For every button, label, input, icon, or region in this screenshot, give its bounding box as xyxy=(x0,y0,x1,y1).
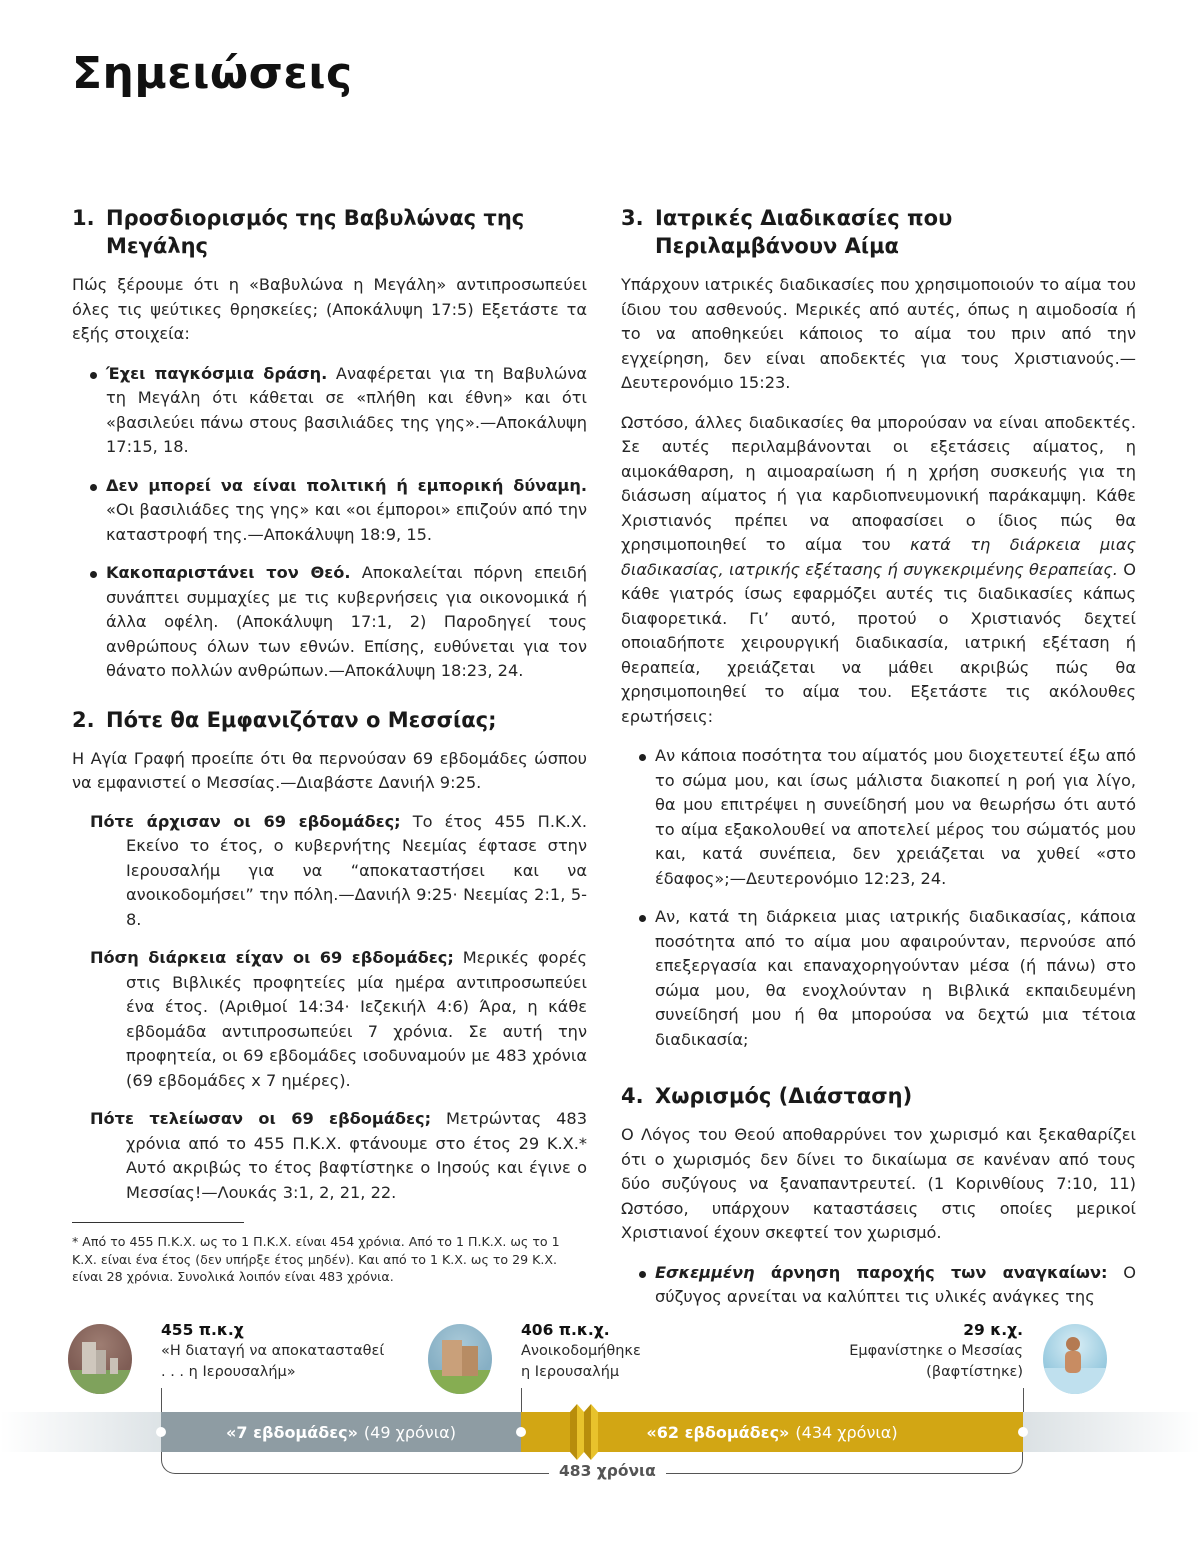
section-number: 3. xyxy=(621,206,644,230)
list-item: Εσκεμμένη άρνηση παροχής των αναγκαίων: Ο σύζυγος αρνείται να καλύπτει τις υλικές ανάγκες της xyxy=(637,1261,1136,1310)
paragraph: Υπάρχουν ιατρικές διαδικασίες που χρησιμοποιούν το αίμα του ίδιου του ασθενούς. Μερικές από αυτές, όπως η αιμοδοσία ή το να αποθηκεύει κάποιος το αίμα του πριν από την εγχείρηση, δεν είναι αποδεκτές για τους Χριστιανούς.—Δευτερονόμιο 15:23. xyxy=(621,275,1136,392)
section-intro: Πώς ξέρουμε ότι η «Βαβυλώνα η Μεγάλη» αντιπροσωπεύει όλες τις ψεύτικες θρησκείες; (Αποκάλυψη 17:5) Εξετάστε τα εξής στοιχεία: xyxy=(72,275,587,343)
section-number: 2. xyxy=(72,707,95,732)
section-messiah xyxy=(72,706,587,1286)
list-item: Αν κάποια ποσότητα του αίματός μου διοχετευτεί έξω από το σώμα μου, και ίσως μάλιστα διακοπεί η ροή για λίγο, θα μου επιτρέψει η συνείδησή μου να θεωρήσω ότι αυτό το αίμα εξακολουθεί να αποτελεί μέρος του σώματός μου και, κατά συνέπεια, δεν χρειάζεται να χυθεί «στο έδαφος»;—Δευτερονόμιο 12:23, 24. xyxy=(637,744,1136,891)
bullet-list xyxy=(621,744,1136,1052)
rebuilt-walls-image xyxy=(428,1324,492,1394)
subsection: Πότε τελείωσαν οι 69 εβδομάδες; Μετρώντας 483 χρόνια από το 455 Π.Κ.Χ. φτάνουμε στο έτος 29 Κ.Χ.* Αυτό ακριβώς το έτος βαφτίστηκε ο Ιησούς και έγινε ο Μεσσίας!—Λουκάς 3:1, 2, 21, 22. xyxy=(90,1109,587,1202)
section-heading xyxy=(72,204,587,260)
left-column xyxy=(72,204,587,1286)
section-separation xyxy=(621,1082,1136,1310)
section-heading xyxy=(72,706,587,734)
section-heading xyxy=(621,1082,1136,1110)
timeline-tick xyxy=(161,1388,162,1412)
timeline-dot xyxy=(1018,1427,1028,1437)
timeline-event: 29 κ.χ. Εμφανίστηκε ο Μεσσίας (βαφτίστηκε) xyxy=(849,1321,1023,1380)
section-babylon xyxy=(72,204,587,684)
section-intro: Η Αγία Γραφή προείπε ότι θα περνούσαν 69 εβδομάδες ώσπου να εμφανιστεί ο Μεσσίας.—Διαβάστε Δανιήλ 9:25. xyxy=(72,748,587,792)
list-item: Δεν μπορεί να είναι πολιτική ή εμπορική δύναμη. «Οι βασιλιάδες της γης» και «οι έμποροι» επιζούν από την καταστροφή της.—Αποκάλυψη 18:9, 15. xyxy=(88,474,587,548)
section-title: Χωρισμός (Διάσταση) xyxy=(655,1084,913,1108)
section-heading xyxy=(621,204,1136,260)
segment-62-weeks: «62 εβδομάδες» (434 χρόνια) xyxy=(521,1412,1023,1452)
total-span-label: 483 χρόνια xyxy=(549,1462,666,1480)
section-title: Πότε θα Εμφανιζόταν ο Μεσσίας; xyxy=(106,707,497,732)
section-number: 4. xyxy=(621,1084,644,1108)
list-item: Κακοπαριστάνει τον Θεό. Αποκαλείται πόρνη επειδή συνάπτει συμμαχίες με τις κυβερνήσεις για οικονομικά ή άλλα οφέλη. (Αποκάλυψη 17:1, 2) Παροδηγεί τους ανθρώπους όλων των εθνών. Επίσης, ευθύνεται για τον θάνατο πολλών ανθρώπων.—Αποκάλυψη 18:23, 24. xyxy=(88,561,587,684)
list-item: Αν, κατά τη διάρκεια μιας ιατρικής διαδικασίας, κάποια ποσότητα από το αίμα μου αφαιρούνταν, περνούσε από επεξεργασία και επαναχορηγούνταν μέσα (ή πάνω) στο σώμα μου, θα ενοχλούνταν η Βιβλικά εκπαιδευμένη συνείδησή μου ή θα μπορούσα να δεχτώ μια τέτοια διαδικασία; xyxy=(637,905,1136,1052)
timeline-dot xyxy=(156,1427,166,1437)
right-column xyxy=(621,204,1136,1324)
timeline-event: 406 π.κ.χ. Ανοικοδομήθηκε η Ιερουσαλήμ xyxy=(521,1321,641,1380)
section-title: Ιατρικές Διαδικασίες που Περιλαμβάνουν Αίμα xyxy=(655,206,953,258)
baptism-image xyxy=(1043,1324,1107,1394)
subsection: Πότε άρχισαν οι 69 εβδομάδες; Το έτος 455 Π.Κ.Χ. Εκείνο το έτος, ο κυβερνήτης Νεεμίας έφτασε στην Ιερουσαλήμ για να “αποκαταστήσει και να ανοικοδομήσει” την πόλη.—Δανιήλ 9:25· Νεεμίας 2:1, 5-8. xyxy=(90,811,587,929)
timeline-fade-right xyxy=(1023,1412,1200,1452)
list-item: Έχει παγκόσμια δράση. Αναφέρεται για τη Βαβυλώνα τη Μεγάλη ότι κάθεται σε «πλήθη και έθνη» και ότι «βασιλεύει πάνω στους βασιλιάδες της γης».—Αποκάλυψη 17:15, 18. xyxy=(88,362,587,460)
paragraph: Ωστόσο, άλλες διαδικασίες θα μπορούσαν να είναι αποδεκτές. Σε αυτές περιλαμβάνονται οι εξετάσεις αίματος, η αιμοκάθαρση, η αιμοαραίωση ή η χρήση συσκευής για τη διάσωση αίματος ή για καρδιοπνευμονική παράκαμψη. Κάθε Χριστιανός πρέπει να αποφασίσει ο ίδιος πώς θα χρησιμοποιηθεί το αίμα του κατά τη διάρκεια μιας διαδικασίας, ιατρικής εξέτασης ή συγκεκριμένης θεραπείας. Ο κάθε γιατρός ίσως εφαρμόζει αυτές τις διαδικασίες κάπως διαφορετικά. Γι’ αυτό, προτού ο Χριστιανός δεχτεί οποιαδήποτε χειρουργική διαδικασία, ιατρική εξέταση ή θεραπεία, χρειάζεται να μάθει ακριβώς πώς θα χρησιμοποιηθεί το αίμα του. Εξετάστε τις ακόλουθες ερωτήσεις: xyxy=(621,412,1137,726)
timeline-graphic xyxy=(0,1300,1200,1500)
segment-7-weeks: «7 εβδομάδες» (49 χρόνια) xyxy=(161,1412,521,1452)
timeline-tick xyxy=(521,1388,522,1412)
timeline-tick xyxy=(1023,1388,1024,1412)
ruined-walls-image xyxy=(68,1324,132,1394)
section-title: Προσδιορισμός της Βαβυλώνας της Μεγάλης xyxy=(106,206,525,258)
timeline-fade-left xyxy=(0,1412,161,1452)
section-number: 1. xyxy=(72,206,95,230)
section-intro: Ο Λόγος του Θεού αποθαρρύνει τον χωρισμό και ξεκαθαρίζει ότι ο χωρισμός δεν δίνει το δικαίωμα σε κανέναν από τους δύο συζύγους να ξαναπαντρευτεί. (1 Κορινθίους 7:10, 11) Ωστόσο, υπάρχουν καταστάσεις στις οποίες μερικοί Χριστιανοί έχουν σκεφτεί τον χωρισμό. xyxy=(621,1125,1136,1242)
subsection: Πόση διάρκεια είχαν οι 69 εβδομάδες; Μερικές φορές στις Βιβλικές προφητείες μία ημέρα αντιπροσωπεύει ένα έτος. (Αριθμοί 14:34· Ιεζεκιήλ 4:6) Άρα, η κάθε εβδομάδα αντιπροσωπεύει 7 χρόνια. Σε αυτή την προφητεία, οι 69 εβδομάδες ισοδυναμούν με 483 χρόνια (69 εβδομάδες x 7 ημέρες). xyxy=(90,948,587,1090)
bullet-list xyxy=(72,362,587,684)
footnote-divider xyxy=(72,1222,244,1223)
page-title: Σημειώσεις xyxy=(72,48,353,99)
section-blood xyxy=(621,204,1136,1052)
timeline-event: 455 π.κ.χ «Η διαταγή να αποκατασταθεί . . . η Ιερουσαλήμ» xyxy=(161,1321,385,1380)
timeline-dot xyxy=(516,1427,526,1437)
footnote: * Από το 455 Π.Κ.Χ. ως το 1 Π.Κ.Χ. είναι 454 χρόνια. Από το 1 Π.Κ.Χ. ως το 1 Κ.Χ. είναι ένα έτος (δεν υπήρξε έτος μηδέν). Και από το 1 Κ.Χ. ως το 29 Κ.Χ. είναι 28 χρόνια. Συνολικά λοιπόν είναι 483 χρόνια. xyxy=(72,1234,560,1284)
